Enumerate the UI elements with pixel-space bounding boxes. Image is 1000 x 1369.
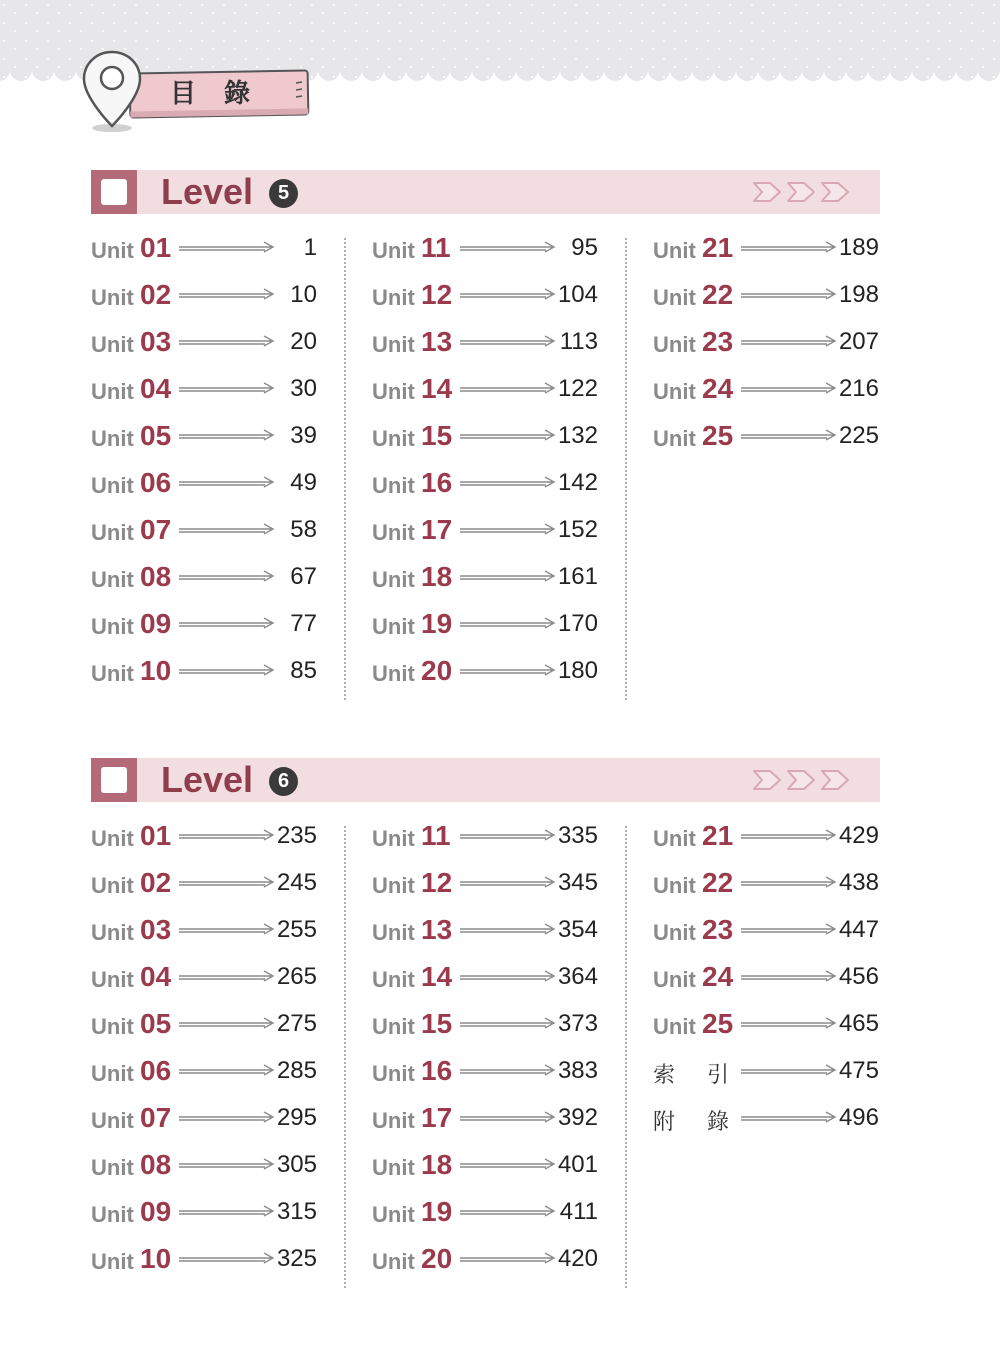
toc-entry[interactable] — [372, 1195, 598, 1242]
unit-word: Unit — [91, 379, 134, 404]
unit-word: Unit — [653, 826, 696, 851]
unit-number: 14 — [421, 373, 453, 404]
unit-number: 16 — [421, 1055, 453, 1086]
unit-word: Unit — [91, 826, 134, 851]
page-number: 373 — [557, 1010, 598, 1037]
toc-entry[interactable] — [653, 325, 879, 372]
arrow-right-icon — [179, 921, 275, 939]
unit-number: 10 — [140, 655, 172, 686]
toc-entry[interactable] — [91, 1007, 317, 1054]
unit-word: Unit — [372, 567, 415, 592]
unit-number: 25 — [702, 420, 734, 451]
toc-entry[interactable] — [372, 325, 598, 372]
arrow-right-icon — [460, 333, 556, 351]
page-number: 265 — [276, 963, 317, 990]
page-number: 113 — [559, 328, 598, 355]
unit-word: Unit — [91, 1061, 134, 1086]
arrow-right-icon — [179, 1250, 275, 1268]
toc-entry[interactable] — [372, 560, 598, 607]
toc-entry[interactable] — [91, 372, 317, 419]
unit-number: 06 — [140, 1055, 172, 1086]
page-number: 275 — [276, 1010, 317, 1037]
toc-entry[interactable] — [372, 960, 598, 1007]
arrow-right-icon — [741, 427, 837, 445]
page-number: 161 — [557, 563, 598, 590]
arrow-right-icon — [460, 921, 556, 939]
page-number: 429 — [838, 822, 879, 849]
unit-word: Unit — [372, 1108, 415, 1133]
page-number: 245 — [276, 869, 317, 896]
unit-number: 05 — [140, 1008, 172, 1039]
unit-number: 11 — [421, 820, 451, 851]
toc-column — [372, 231, 598, 701]
column-divider — [625, 826, 627, 1288]
unit-word: Unit — [372, 661, 415, 686]
toc-entry[interactable] — [91, 278, 317, 325]
unit-word: Unit — [653, 238, 696, 263]
unit-number: 17 — [421, 1102, 453, 1133]
arrow-right-icon — [179, 615, 275, 633]
page-number: 438 — [838, 869, 879, 896]
toc-entry-label-char: 引 — [706, 1063, 729, 1088]
toc-entry-label — [653, 1058, 729, 1089]
page-number: 401 — [557, 1151, 598, 1178]
unit-number: 22 — [702, 867, 734, 898]
toc-entry[interactable] — [91, 325, 317, 372]
arrow-right-icon — [460, 427, 556, 445]
page-number: 20 — [290, 328, 317, 355]
page-number: 345 — [557, 869, 598, 896]
unit-number: 19 — [421, 608, 453, 639]
unit-word: Unit — [653, 332, 696, 357]
toc-entry[interactable] — [372, 1054, 598, 1101]
toc-entry[interactable] — [372, 654, 598, 701]
unit-word: Unit — [653, 285, 696, 310]
toc-entry[interactable] — [372, 1148, 598, 1195]
column-divider — [344, 826, 346, 1288]
unit-word: Unit — [91, 1202, 134, 1227]
unit-word: Unit — [653, 426, 696, 451]
toc-entry[interactable] — [372, 819, 598, 866]
toc-entry-label-char: 索 — [653, 1063, 676, 1088]
arrow-right-icon — [179, 874, 275, 892]
arrow-right-icon — [741, 1062, 837, 1080]
unit-word: Unit — [372, 1249, 415, 1274]
arrow-right-icon — [741, 874, 837, 892]
arrow-right-icon — [179, 1156, 275, 1174]
unit-word: Unit — [91, 967, 134, 992]
unit-word: Unit — [91, 1249, 134, 1274]
arrow-right-icon — [179, 1062, 275, 1080]
unit-word: Unit — [372, 426, 415, 451]
unit-number: 08 — [140, 1149, 172, 1180]
unit-number: 15 — [421, 420, 453, 451]
unit-word: Unit — [372, 967, 415, 992]
toc-entry[interactable] — [91, 913, 317, 960]
unit-word: Unit — [372, 1155, 415, 1180]
toc-entry[interactable] — [91, 866, 317, 913]
arrow-right-icon — [179, 474, 275, 492]
page-title: 目錄 — [170, 79, 279, 109]
page-number: 354 — [557, 916, 598, 943]
toc-entry[interactable] — [91, 231, 317, 278]
unit-word: Unit — [372, 920, 415, 945]
arrow-right-icon — [460, 286, 556, 304]
toc-entry-label-char: 附 — [653, 1110, 676, 1135]
level-label: Level — [161, 171, 254, 212]
unit-word: Unit — [91, 661, 134, 686]
arrow-right-icon — [179, 662, 275, 680]
unit-number: 01 — [140, 820, 172, 851]
column-divider — [625, 238, 627, 700]
unit-word: Unit — [91, 238, 134, 263]
page-number: 39 — [290, 422, 317, 449]
arrow-right-icon — [179, 1015, 275, 1033]
toc-entry-label — [653, 1105, 729, 1136]
unit-number: 24 — [702, 373, 734, 404]
unit-word: Unit — [91, 285, 134, 310]
unit-word: Unit — [372, 826, 415, 851]
toc-column — [91, 231, 317, 701]
toc-entry[interactable] — [372, 1007, 598, 1054]
page-number: 364 — [557, 963, 598, 990]
unit-number: 02 — [140, 867, 172, 898]
unit-word: Unit — [91, 567, 134, 592]
unit-number: 05 — [140, 420, 172, 451]
toc-entry[interactable] — [372, 466, 598, 513]
toc-entry[interactable] — [91, 654, 317, 701]
unit-number: 02 — [140, 279, 172, 310]
unit-number: 10 — [140, 1243, 172, 1274]
unit-number: 03 — [140, 326, 172, 357]
toc-entry[interactable] — [91, 960, 317, 1007]
page-number: 475 — [838, 1057, 879, 1084]
toc-entry[interactable] — [372, 513, 598, 560]
page-number: 95 — [571, 234, 598, 261]
toc-entry[interactable] — [653, 1054, 879, 1101]
page-number: 447 — [838, 916, 879, 943]
arrow-right-icon — [460, 1062, 556, 1080]
page-number: 325 — [276, 1245, 317, 1272]
page-number: 10 — [290, 281, 317, 308]
toc-entry[interactable] — [653, 866, 879, 913]
toc-entry[interactable] — [372, 607, 598, 654]
unit-word: Unit — [372, 285, 415, 310]
arrow-right-icon — [741, 286, 837, 304]
unit-number: 08 — [140, 561, 172, 592]
unit-number: 18 — [421, 561, 453, 592]
toc-entry[interactable] — [372, 278, 598, 325]
unit-word: Unit — [372, 238, 415, 263]
arrow-right-icon — [179, 521, 275, 539]
unit-number: 20 — [421, 655, 453, 686]
unit-number: 25 — [702, 1008, 734, 1039]
page-number: 295 — [276, 1104, 317, 1131]
page-number: 49 — [290, 469, 317, 496]
toc-entry[interactable] — [91, 419, 317, 466]
toc-entry[interactable] — [372, 1101, 598, 1148]
toc-entry[interactable] — [372, 231, 598, 278]
arrow-right-icon — [460, 968, 556, 986]
arrow-right-icon — [460, 1250, 556, 1268]
arrow-right-icon — [460, 380, 556, 398]
toc-entry[interactable] — [91, 466, 317, 513]
unit-number: 13 — [421, 914, 453, 945]
page-number: 85 — [290, 657, 317, 684]
unit-number: 22 — [702, 279, 734, 310]
unit-number: 14 — [421, 961, 453, 992]
toc-entry[interactable] — [372, 866, 598, 913]
toc-entry[interactable] — [653, 913, 879, 960]
unit-number: 11 — [421, 232, 451, 263]
unit-word: Unit — [372, 1061, 415, 1086]
toc-entry[interactable] — [653, 278, 879, 325]
unit-number: 09 — [140, 608, 172, 639]
unit-word: Unit — [372, 1014, 415, 1039]
page-number: 315 — [276, 1198, 317, 1225]
page-number: 170 — [557, 610, 598, 637]
page-number: 335 — [557, 822, 598, 849]
level-header — [91, 758, 880, 802]
level-square — [91, 758, 137, 802]
toc-entry[interactable] — [372, 913, 598, 960]
arrow-right-icon — [741, 968, 837, 986]
toc-entry[interactable] — [653, 1101, 879, 1148]
unit-word: Unit — [91, 426, 134, 451]
unit-number: 09 — [140, 1196, 172, 1227]
page-number: 132 — [557, 422, 598, 449]
arrow-right-icon — [460, 568, 556, 586]
unit-number: 12 — [421, 867, 453, 898]
unit-word: Unit — [91, 332, 134, 357]
page-number: 285 — [276, 1057, 317, 1084]
unit-word: Unit — [372, 520, 415, 545]
level-label: Level — [161, 759, 254, 800]
unit-number: 07 — [140, 1102, 172, 1133]
arrow-right-icon — [741, 333, 837, 351]
toc-entry[interactable] — [653, 419, 879, 466]
unit-word: Unit — [91, 614, 134, 639]
toc-entry[interactable] — [91, 607, 317, 654]
arrow-right-icon — [179, 568, 275, 586]
arrow-right-icon — [179, 1109, 275, 1127]
page-number: 104 — [557, 281, 598, 308]
unit-word: Unit — [91, 920, 134, 945]
unit-word: Unit — [653, 379, 696, 404]
arrow-right-icon — [179, 380, 275, 398]
arrow-right-icon — [741, 239, 837, 257]
unit-number: 20 — [421, 1243, 453, 1274]
toc-entry[interactable] — [653, 819, 879, 866]
level-square — [91, 170, 137, 214]
page-number: 77 — [290, 610, 317, 637]
level-number-badge: 5 — [269, 179, 298, 208]
arrow-right-icon — [460, 239, 556, 257]
unit-number: 03 — [140, 914, 172, 945]
page-number: 255 — [276, 916, 317, 943]
toc-entry[interactable] — [91, 1242, 317, 1289]
arrow-right-icon — [460, 521, 556, 539]
unit-word: Unit — [653, 1014, 696, 1039]
toc-column — [91, 819, 317, 1289]
arrow-right-icon — [741, 380, 837, 398]
unit-number: 18 — [421, 1149, 453, 1180]
page-number: 30 — [290, 375, 317, 402]
page-number: 420 — [557, 1245, 598, 1272]
unit-word: Unit — [91, 1155, 134, 1180]
toc-column — [653, 819, 879, 1148]
toc-entry[interactable] — [372, 419, 598, 466]
arrow-right-icon — [179, 827, 275, 845]
page-number: 189 — [838, 234, 879, 261]
page-number: 122 — [557, 375, 598, 402]
toc-entry[interactable] — [653, 960, 879, 1007]
toc-entry[interactable] — [91, 1054, 317, 1101]
unit-number: 13 — [421, 326, 453, 357]
unit-word: Unit — [91, 473, 134, 498]
toc-entry[interactable] — [91, 513, 317, 560]
unit-number: 04 — [140, 961, 172, 992]
page-number: 383 — [557, 1057, 598, 1084]
unit-number: 21 — [702, 820, 734, 851]
arrow-right-icon — [741, 1109, 837, 1127]
page-number: 305 — [276, 1151, 317, 1178]
level-number-badge: 6 — [269, 767, 298, 796]
unit-word: Unit — [372, 332, 415, 357]
arrow-right-icon — [460, 474, 556, 492]
chevrons-right-icon — [750, 768, 858, 792]
page-number: 225 — [838, 422, 879, 449]
toc-column — [653, 231, 879, 466]
toc-entry[interactable] — [91, 1195, 317, 1242]
unit-number: 04 — [140, 373, 172, 404]
unit-number: 23 — [702, 914, 734, 945]
arrow-right-icon — [460, 874, 556, 892]
unit-word: Unit — [91, 520, 134, 545]
unit-word: Unit — [653, 967, 696, 992]
page-number: 392 — [557, 1104, 598, 1131]
unit-number: 06 — [140, 467, 172, 498]
arrow-right-icon — [460, 615, 556, 633]
page-number: 1 — [303, 234, 317, 261]
page-number: 235 — [276, 822, 317, 849]
unit-word: Unit — [653, 920, 696, 945]
unit-number: 21 — [702, 232, 734, 263]
page-number: 67 — [290, 563, 317, 590]
arrow-right-icon — [741, 827, 837, 845]
unit-word: Unit — [653, 873, 696, 898]
unit-number: 24 — [702, 961, 734, 992]
unit-word: Unit — [91, 1014, 134, 1039]
map-pin-icon — [84, 52, 140, 132]
unit-number: 16 — [421, 467, 453, 498]
arrow-right-icon — [179, 1203, 275, 1221]
toc-entry[interactable] — [653, 231, 879, 278]
page-number: 411 — [559, 1198, 598, 1225]
unit-number: 12 — [421, 279, 453, 310]
arrow-right-icon — [179, 239, 275, 257]
unit-word: Unit — [91, 873, 134, 898]
page-number: 142 — [557, 469, 598, 496]
arrow-right-icon — [179, 286, 275, 304]
unit-number: 01 — [140, 232, 172, 263]
page-number: 216 — [838, 375, 879, 402]
toc-column — [372, 819, 598, 1289]
page-number: 465 — [838, 1010, 879, 1037]
unit-word: Unit — [372, 1202, 415, 1227]
arrow-right-icon — [741, 921, 837, 939]
unit-number: 19 — [421, 1196, 453, 1227]
arrow-right-icon — [460, 1156, 556, 1174]
unit-number: 15 — [421, 1008, 453, 1039]
page-number: 207 — [838, 328, 879, 355]
page-number: 198 — [838, 281, 879, 308]
toc-entry[interactable] — [91, 1148, 317, 1195]
unit-word: Unit — [372, 379, 415, 404]
unit-word: Unit — [91, 1108, 134, 1133]
arrow-right-icon — [460, 662, 556, 680]
arrow-right-icon — [179, 333, 275, 351]
arrow-right-icon — [179, 427, 275, 445]
toc-entry[interactable] — [372, 372, 598, 419]
unit-number: 23 — [702, 326, 734, 357]
toc-entry[interactable] — [91, 560, 317, 607]
page-number: 152 — [557, 516, 598, 543]
unit-word: Unit — [372, 873, 415, 898]
arrow-right-icon — [179, 968, 275, 986]
toc-entry-label-char: 錄 — [706, 1110, 729, 1135]
arrow-right-icon — [460, 827, 556, 845]
column-divider — [344, 238, 346, 700]
chevrons-right-icon — [750, 180, 858, 204]
toc-entry[interactable] — [653, 1007, 879, 1054]
unit-word: Unit — [372, 614, 415, 639]
page-number: 180 — [557, 657, 598, 684]
toc-entry[interactable] — [91, 1101, 317, 1148]
unit-number: 07 — [140, 514, 172, 545]
arrow-right-icon — [460, 1203, 556, 1221]
page-number: 496 — [838, 1104, 879, 1131]
arrow-right-icon — [460, 1015, 556, 1033]
arrow-right-icon — [460, 1109, 556, 1127]
toc-entry[interactable] — [91, 819, 317, 866]
level-header — [91, 170, 880, 214]
arrow-right-icon — [741, 1015, 837, 1033]
unit-word: Unit — [372, 473, 415, 498]
unit-number: 17 — [421, 514, 453, 545]
toc-entry[interactable] — [372, 1242, 598, 1289]
toc-entry[interactable] — [653, 372, 879, 419]
page-number: 58 — [290, 516, 317, 543]
page-number: 456 — [838, 963, 879, 990]
